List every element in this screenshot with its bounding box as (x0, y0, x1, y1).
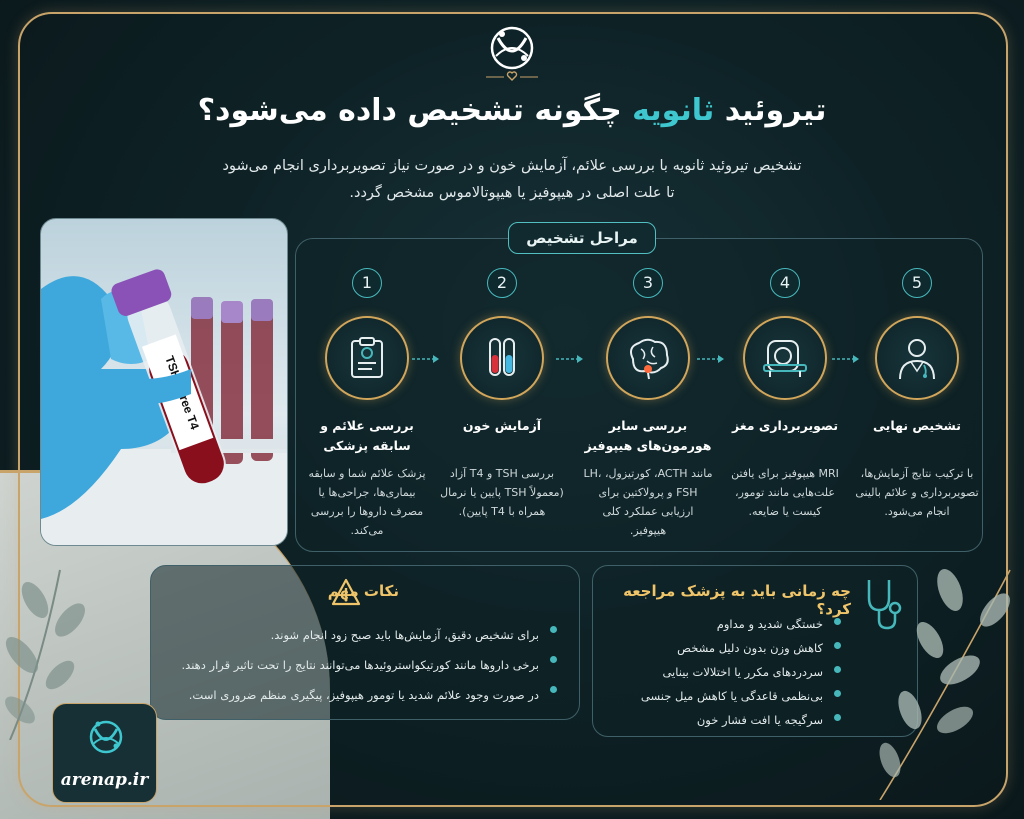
test-tubes-icon (479, 335, 525, 381)
leaves-right-decoration (860, 560, 1020, 800)
step-description: پزشک علائم شما و سابقه بیماری‌ها، جراحی‌ها یا مصرف داروها را بررسی می‌کند. (308, 467, 426, 537)
step-1 (302, 268, 432, 540)
notes-title: نکات مهم (327, 582, 399, 600)
list-item: سردردهای مکرر یا اختلالات بینایی (641, 660, 841, 684)
step-number: 4 (770, 268, 800, 298)
arrow-icon (556, 354, 584, 364)
mri-scanner-icon (760, 335, 810, 381)
step-title: تصویربرداری مغز (731, 418, 839, 433)
step-description: با ترکیب نتایج آزمایش‌ها، تصویربرداری و علائم بالینی انجام می‌شود. (855, 467, 979, 518)
step-description: مانند ACTH، کورتیزول، LH، FSH و پرولاکتین برای ارزیابی عملکرد کلی هیپوفیز. (583, 467, 713, 537)
step-number: 2 (487, 268, 517, 298)
arrow-icon (697, 354, 725, 364)
subtitle-line-1: تشخیص تیروئید ثانویه با بررسی علائم، آزمایش خون و در صورت نیاز تصویربرداری انجام می‌شود (222, 158, 802, 174)
when-title: چه زمانی باید به پزشک مراجعه کرد؟ (623, 582, 851, 618)
step-description: بررسی TSH و T4 آزاد (معمولاً TSH پایین یا نرمال همراه با T4 پایین). (440, 467, 564, 518)
clipboard-icon (344, 335, 390, 381)
brand-logo-icon (83, 714, 129, 760)
brand-logo-box[interactable] (52, 703, 157, 803)
step-2 (437, 268, 567, 521)
subtitle-line-2: تا علت اصلی در هیپوفیز یا هیپوتالاموس مشخص گردد. (349, 185, 675, 201)
important-notes-box (150, 565, 580, 720)
blood-tube-photo (40, 218, 288, 546)
page-title: تیروئید ثانویه چگونه تشخیص داده می‌شود؟ (197, 93, 827, 128)
arrow-icon (412, 354, 440, 364)
brain-icon (623, 335, 673, 381)
list-item: برخی داروها مانند کورتیکواستروئیدها می‌توانند نتایج را تحت تاثیر قرار دهند. (182, 650, 557, 680)
step-icon-circle (460, 316, 544, 400)
step-5 (852, 268, 982, 521)
step-icon-circle (325, 316, 409, 400)
when-list (641, 612, 841, 732)
doctor-icon (894, 335, 940, 381)
brand-logo-icon (478, 20, 546, 84)
step-number: 3 (633, 268, 663, 298)
steps-header: مراحل تشخیص (508, 222, 656, 254)
list-item: کاهش وزن بدون دلیل مشخص (641, 636, 841, 660)
step-title: بررسی سایر هورمون‌های هیپوفیز (584, 418, 712, 453)
list-item: در صورت وجود علائم شدید یا تومور هیپوفیز، پیگیری منظم ضروری است. (182, 680, 557, 710)
list-item: سرگیجه یا افت فشار خون (641, 708, 841, 732)
step-title: بررسی علائم و سابقه پزشکی (320, 418, 414, 453)
page-subtitle (140, 153, 884, 207)
step-4 (720, 268, 850, 521)
step-icon-circle (606, 316, 690, 400)
title-highlight: ثانویه (632, 93, 715, 128)
step-description: MRI هیپوفیز برای یافتن علت‌هایی مانند تومور، کیست یا ضایعه. (731, 467, 839, 518)
step-title: آزمایش خون (462, 418, 542, 433)
list-item: برای تشخیص دقیق، آزمایش‌ها باید صبح زود انجام شوند. (182, 620, 557, 650)
step-icon-circle (743, 316, 827, 400)
step-3 (583, 268, 713, 540)
brand-site-name: arenap.ir (60, 770, 149, 790)
list-item: خستگی شدید و مداوم (641, 612, 841, 636)
step-icon-circle (875, 316, 959, 400)
step-number: 1 (352, 268, 382, 298)
notes-list (182, 620, 557, 710)
list-item: بی‌نظمی قاعدگی یا کاهش میل جنسی (641, 684, 841, 708)
arrow-icon (832, 354, 860, 364)
step-title: تشخیص نهایی (873, 418, 961, 433)
step-number: 5 (902, 268, 932, 298)
tube-label: TSH Free T4 (162, 354, 202, 432)
